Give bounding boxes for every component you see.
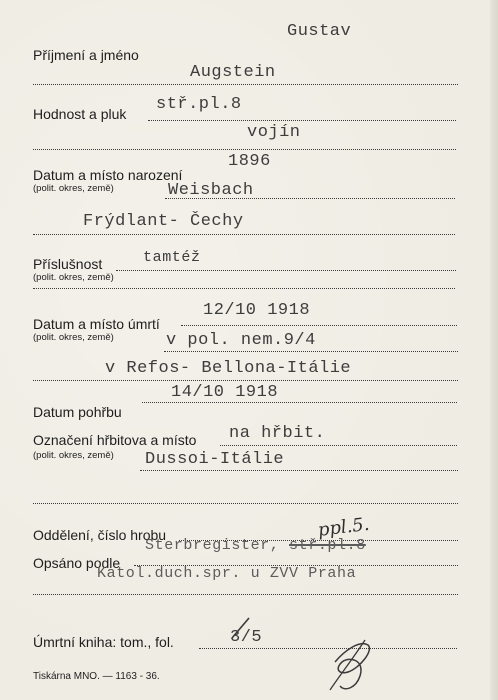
source-register-name: Sterbregister,: [145, 537, 280, 554]
label-rank-unit: Hodnost a pluk: [33, 106, 127, 122]
death-place-value: v pol. nem.9/4: [166, 331, 316, 350]
label-domicile: Příslušnost: [33, 256, 103, 272]
label-polit-district-death: (polit. okres, země): [33, 332, 114, 343]
label-polit-district-cemetery: (polit. okres, země): [33, 450, 114, 461]
book-volume-folio-value: 3/5: [230, 628, 263, 647]
source-office-value: Katol.duch.spr. u ZVV Praha: [97, 565, 357, 582]
rank-value: vojín: [247, 123, 301, 142]
cemetery-place-value: Dussoi-Itálie: [145, 450, 285, 469]
birth-year-value: 1896: [228, 152, 271, 171]
death-date-value: 12/10 1918: [203, 301, 311, 320]
surname-value: Augstein: [190, 63, 276, 82]
label-polit-district-birth: (polit. okres, země): [33, 183, 114, 194]
printer-imprint: Tiskárna MNO. — 1163 - 36.: [33, 671, 160, 682]
label-copied-from: Opsáno podle: [33, 555, 121, 571]
label-cemetery-place: Označení hřbitova a místo: [33, 432, 197, 448]
birth-district-value: Frýdlant- Čechy: [83, 212, 244, 231]
label-death-date-place: Datum a místo úmrtí: [33, 316, 160, 332]
label-death-book: Úmrtní kniha: tom., fol.: [33, 634, 174, 650]
first-name-value: Gustav: [287, 22, 352, 41]
birth-place-value: Weisbach: [168, 181, 254, 200]
rank-unit-value: stř.pl.8: [156, 95, 242, 114]
cemetery-value: na hřbit.: [229, 424, 326, 443]
label-section-grave-number: Oddělení, číslo hrobu: [33, 527, 167, 543]
death-place-continued-value: v Refos- Bellona-Itálie: [105, 359, 352, 378]
domicile-value: tamtéž: [143, 249, 201, 266]
source-register-struck-unit: stř.pl.8: [289, 537, 366, 554]
label-birth-date-place: Datum a místo narození: [33, 167, 183, 183]
label-surname-name: Příjmení a jméno: [33, 47, 139, 63]
grave-number-handwritten: ppl.5.: [316, 513, 371, 541]
label-polit-district-domicile: (polit. okres, země): [33, 272, 114, 283]
burial-date-value: 14/10 1918: [171, 383, 279, 402]
label-burial-date: Datum pohřbu: [33, 404, 122, 420]
